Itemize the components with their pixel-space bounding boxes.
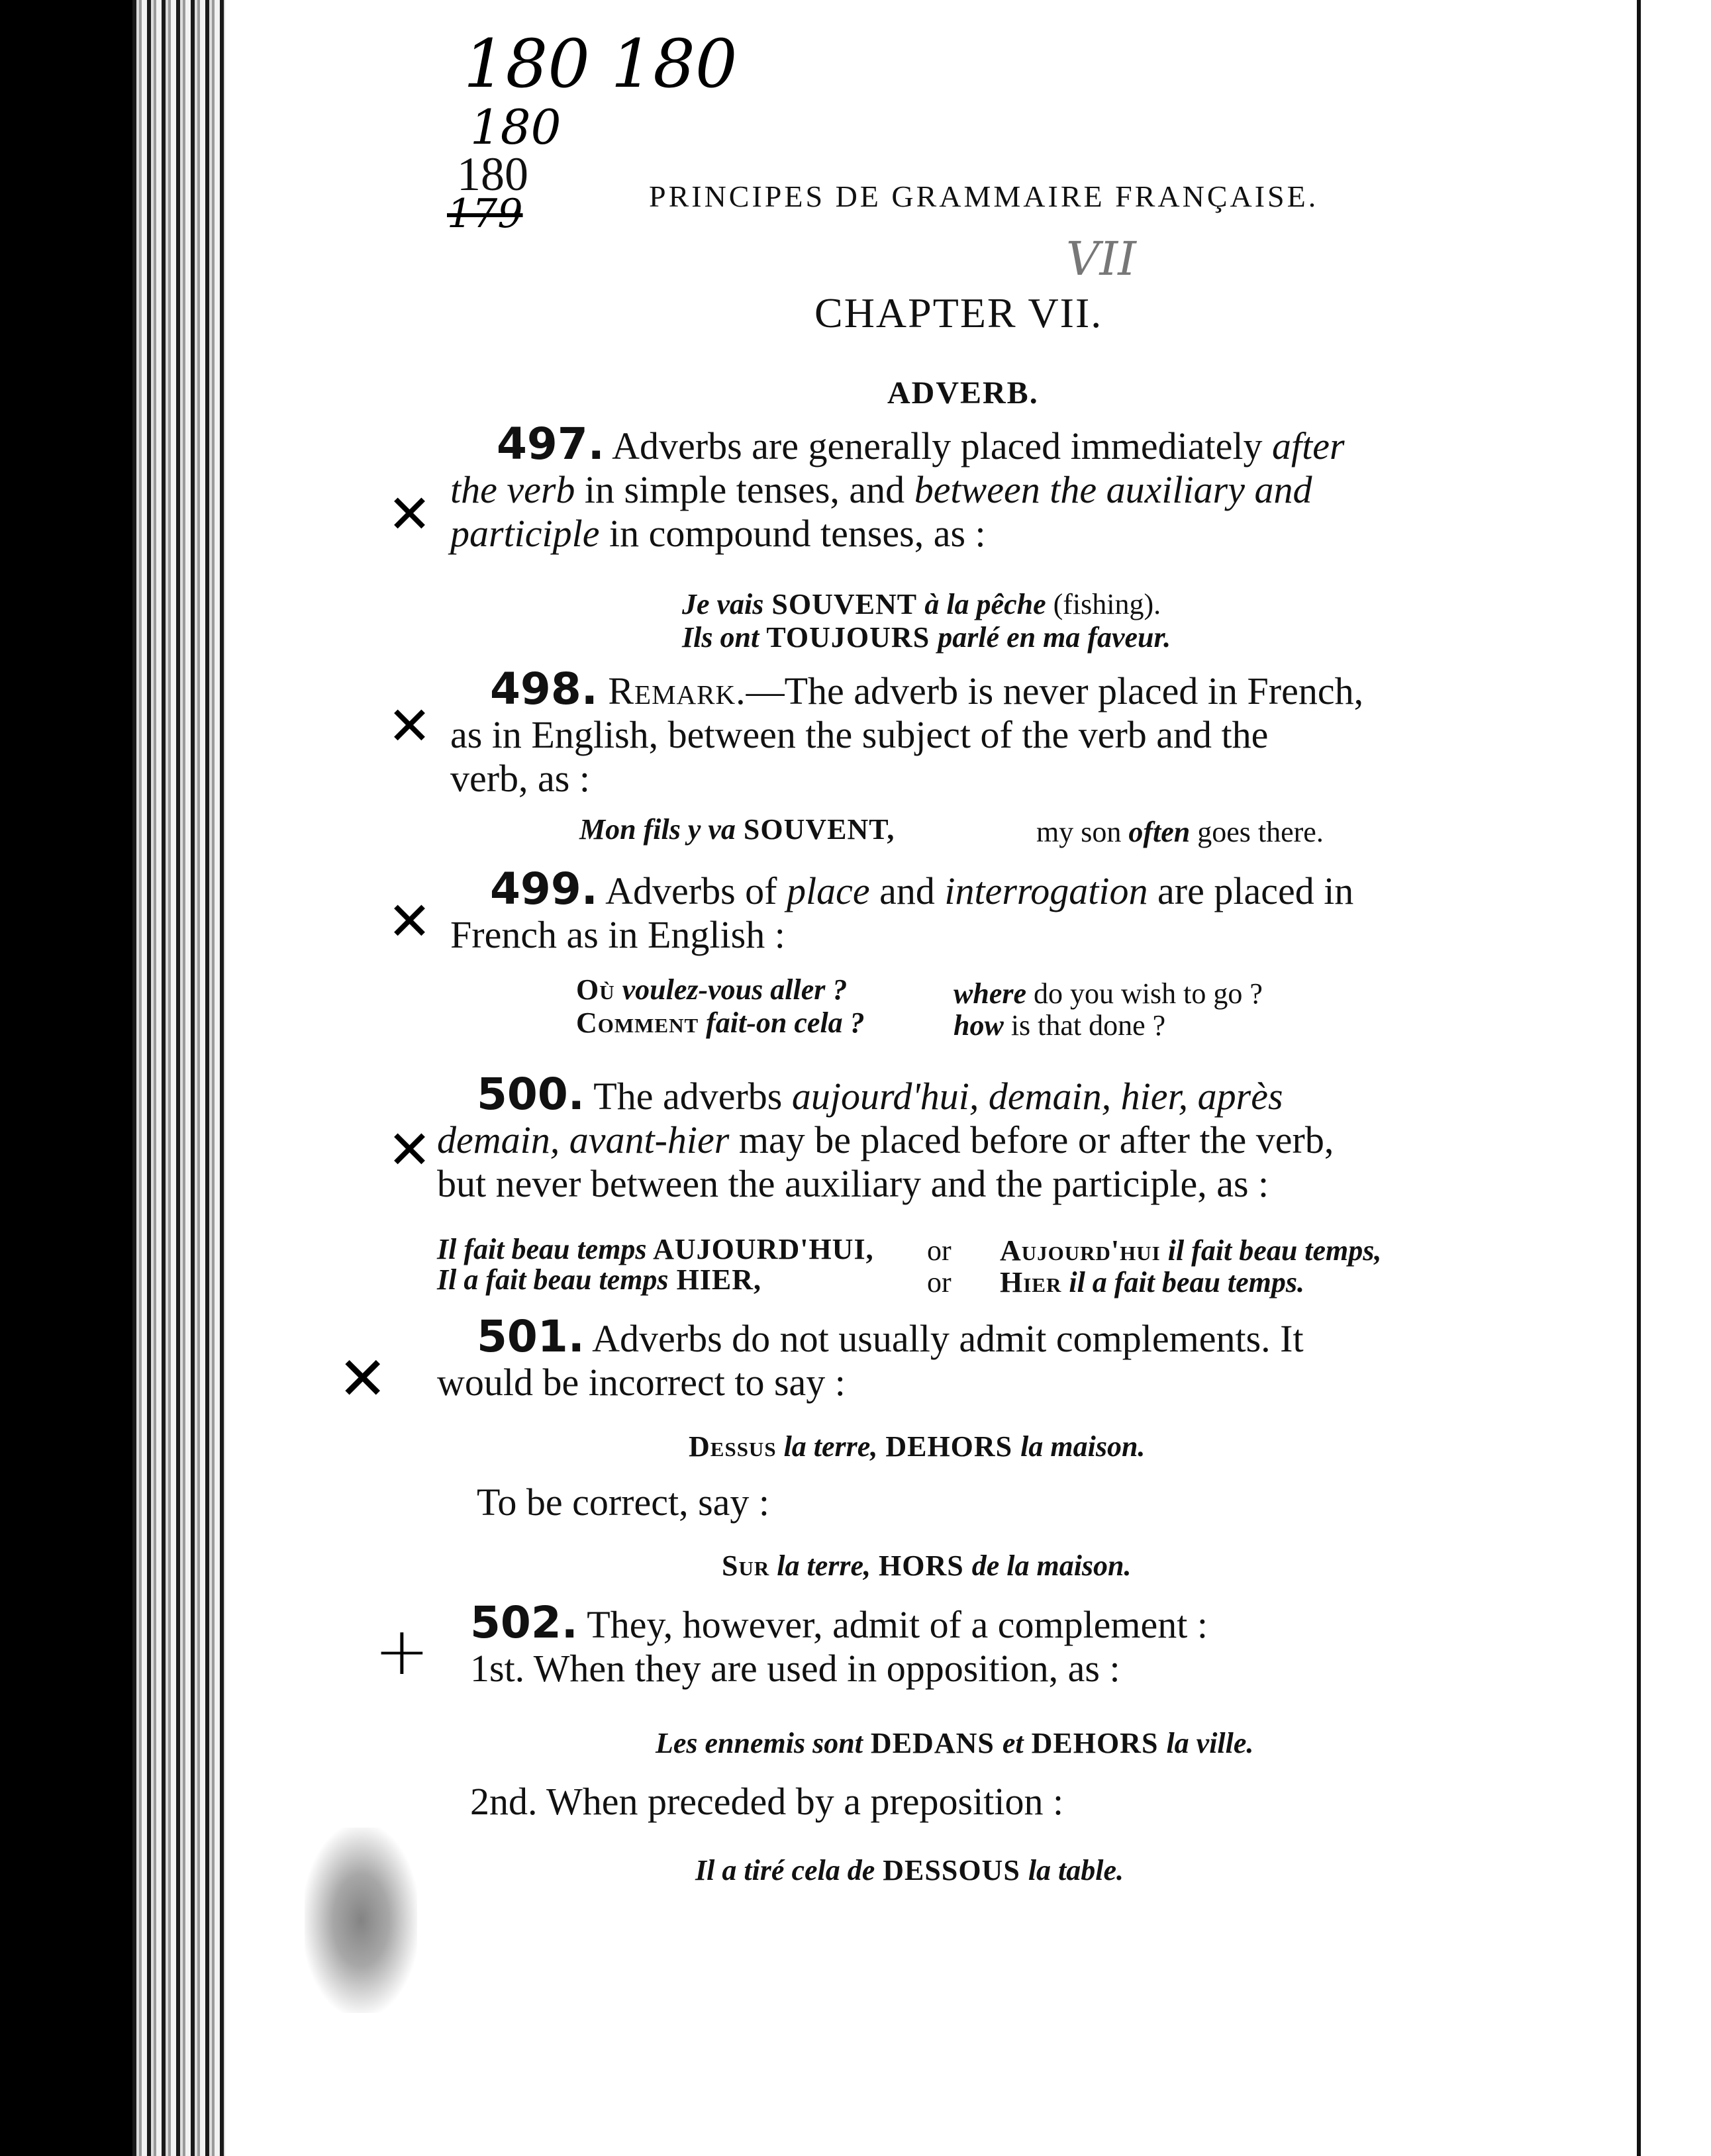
running-title: PRINCIPES DE GRAMMAIRE FRANÇAISE. (649, 179, 1319, 213)
example-adverb: DEHORS (1023, 1727, 1167, 1759)
example-adverb: Où (576, 973, 615, 1006)
emphasis: after (1272, 424, 1345, 467)
example-501-correct (722, 1549, 1132, 1583)
example-adverb: DESSOUS (875, 1854, 1028, 1886)
margin-cross-mark: ✕ (387, 891, 432, 952)
text: Adverbs of (597, 869, 787, 912)
example-fr: la terre, (769, 1549, 871, 1582)
paragraph-501 (437, 1311, 1589, 1404)
example-fr: Il fait beau temps (437, 1233, 647, 1265)
example-adverb: Aujourd'hui (1000, 1234, 1161, 1267)
text: may be placed before or after the verb, (729, 1118, 1334, 1161)
example-adverb: SOUVENT (763, 588, 925, 620)
paragraph-501-correct-intro: To be correct, say : (477, 1481, 770, 1524)
example-502-preposition (695, 1854, 1124, 1887)
chapter-title: CHAPTER VII. (814, 289, 1103, 336)
example-or: or (927, 1266, 952, 1298)
example-adverb: HIER, (668, 1263, 762, 1296)
text: in simple tenses, and (575, 468, 914, 511)
example-fr: Il a fait beau temps (437, 1263, 669, 1296)
emphasis: participle (450, 512, 600, 555)
example-adverb: DEDANS (862, 1727, 1002, 1759)
example-fr: la terre, (776, 1430, 878, 1463)
example-fr: Je vais (682, 588, 764, 620)
paragraph-499 (450, 863, 1589, 957)
example-en-emphasis: often (1128, 816, 1191, 848)
section-number: 500. (477, 1069, 585, 1120)
example-fr: il a fait beau temps. (1061, 1266, 1305, 1298)
emphasis: demain, avant-hier (437, 1118, 730, 1161)
page-edges (132, 0, 225, 2156)
paragraph-500 (437, 1069, 1589, 1206)
text: as in English, between the subject of the verb and the (450, 713, 1269, 756)
handwritten-page-number: 180 (470, 99, 562, 155)
handwritten-page-numbers: 180 180 (464, 25, 738, 103)
margin-cross-mark: ✕ (387, 1119, 432, 1181)
example-fr: de la maison. (971, 1549, 1132, 1582)
text: Adverbs do not usually admit complements. It (584, 1317, 1304, 1360)
example-en-emphasis: how (953, 1009, 1004, 1042)
example-fr: fait-on cela ? (699, 1006, 865, 1039)
example-adverb: HORS (871, 1549, 972, 1582)
example-adverb: Comment (576, 1006, 699, 1039)
example-en: do you wish to go ? (1026, 977, 1263, 1010)
text: The adverbs (584, 1075, 792, 1118)
book-page (225, 0, 1629, 2156)
faint-corner-mark: VII (1066, 232, 1136, 286)
text: would be incorrect to say : (437, 1361, 846, 1404)
margin-cross-mark: ✕ (387, 483, 432, 545)
paragraph-497 (450, 418, 1589, 556)
text: are placed in (1148, 869, 1354, 912)
margin-cross-mark: + (374, 1612, 430, 1690)
paragraph-502 (470, 1597, 1596, 1690)
example-adverb: TOUJOURS (759, 621, 938, 654)
text: but never between the auxiliary and the participle, as : (437, 1162, 1269, 1205)
text: in compound tenses, as : (599, 512, 986, 555)
struck-page-number: 179 (447, 191, 523, 237)
section-number: 497. (497, 418, 605, 469)
emphasis: aujourd'hui, demain, hier, après (791, 1075, 1283, 1118)
emphasis: the verb (450, 468, 575, 511)
example-fr: voulez-vous aller ? (614, 973, 848, 1006)
example-fr: il fait beau temps, (1160, 1234, 1382, 1267)
example-fr: Il a tiré cela de (695, 1854, 875, 1886)
example-adverb: AUJOURD'HUI, (646, 1233, 874, 1265)
example-en: is that done ? (1003, 1009, 1166, 1042)
example-fr: Mon fils y va (579, 813, 736, 846)
section-number: 498. (490, 663, 598, 714)
example-or: or (927, 1234, 952, 1267)
paragraph-502-second: 2nd. When preceded by a preposition : (470, 1780, 1064, 1823)
margin-cross-mark: ✕ (338, 1344, 388, 1414)
ink-stain (305, 1828, 417, 2013)
emphasis: place (786, 869, 870, 912)
section-number: 499. (490, 863, 598, 914)
example-fr: la table. (1028, 1854, 1124, 1886)
paragraph-498 (450, 663, 1589, 801)
section-number: 502. (470, 1597, 578, 1648)
example-adverb: SOUVENT, (735, 813, 895, 846)
text: —The adverb is never placed in French, (746, 669, 1364, 712)
text: They, however, admit of a complement : (577, 1603, 1208, 1646)
text: verb, as : (450, 757, 590, 800)
book-binding (0, 0, 132, 2156)
example-fr: Ils ont (682, 621, 759, 654)
example-en-emphasis: where (953, 977, 1026, 1010)
text: and (869, 869, 945, 912)
example-502-opposition (656, 1727, 1253, 1760)
example-en: my son (1036, 816, 1129, 848)
page-number: 180 (457, 148, 528, 201)
example-adverb: Sur (722, 1549, 770, 1582)
example-fr: et (1002, 1727, 1024, 1759)
example-fr: à la pêche (924, 588, 1046, 620)
emphasis: between the auxiliary and (914, 468, 1312, 511)
example-501-incorrect (689, 1430, 1145, 1463)
example-497 (682, 588, 1171, 654)
example-adverb: Dessus (689, 1430, 777, 1463)
emphasis: interrogation (944, 869, 1148, 912)
section-title: ADVERB. (887, 375, 1039, 411)
example-adverb: Hier (1000, 1266, 1062, 1298)
text: 1st. When they are used in opposition, as : (470, 1647, 1120, 1690)
example-adverb: DEHORS (877, 1430, 1021, 1463)
example-en: goes there. (1190, 816, 1324, 848)
right-page-edge (1629, 0, 1711, 2156)
example-gloss: (fishing). (1046, 588, 1161, 620)
remark-label: Remark. (597, 669, 746, 712)
example-fr: Les ennemis sont (656, 1727, 863, 1759)
margin-cross-mark: ✕ (387, 695, 432, 757)
text: Adverbs are generally placed immediately (604, 424, 1272, 467)
section-number: 501. (477, 1311, 585, 1362)
text: French as in English : (450, 913, 785, 956)
example-fr: la ville. (1166, 1727, 1254, 1759)
example-fr: parlé en ma faveur. (938, 621, 1171, 654)
example-fr: la maison. (1020, 1430, 1146, 1463)
